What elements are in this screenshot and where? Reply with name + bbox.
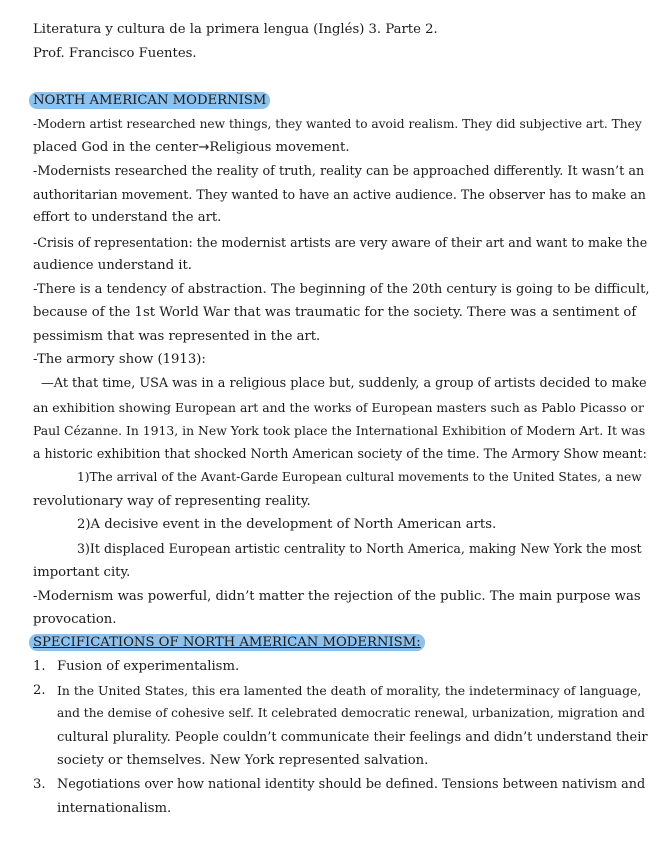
list-number: 1. [33,659,46,674]
paragraph-line: revolutionary way of representing reality. [33,494,311,509]
paragraph-line: audience understand it. [33,258,192,273]
section-heading-specifications [33,635,425,650]
paragraph-line: authoritarian movement. They wanted to have an active audience. The observer has to make an [33,187,646,202]
paragraph-line: provocation. [33,612,117,627]
paragraph-line: an exhibition showing European art and the works of European masters such as Pablo Picasso or [33,400,644,415]
paragraph-line: -Modernists researched the reality of truth, reality can be approached differently. It wasn’t an [33,164,645,179]
paragraph-line: -Modern artist researched new things, they wanted to avoid realism. They did subjective art. They [33,117,642,131]
paragraph-line: a historic exhibition that shocked North American society of the time. The Armory Show meant: [33,446,647,461]
armory-point-3: 3)It displaced European artistic centrality to North America, making New York the most [77,541,642,556]
paragraph-line [33,140,350,155]
paragraph-text: Religious movement. [209,140,350,155]
list-number: 2. [33,683,46,698]
list-item-text: cultural plurality. People couldn’t communicate their feelings and didn’t understand their [57,730,648,745]
course-title: Literatura y cultura de la primera lengua (Inglés) 3. Parte 2. [33,22,438,37]
list-item-text: Fusion of experimentalism. [57,659,240,674]
list-item-text: society or themselves. New York represented salvation. [57,753,429,768]
paragraph-line: Paul Cézanne. In 1913, in New York took place the International Exhibition of Modern Art. It was [33,423,646,438]
list-item-text: and the demise of cohesive self. It celebrated democratic renewal, urbanization, migration and [57,706,645,720]
paragraph-line: important city. [33,565,131,580]
list-item-text: internationalism. [57,801,172,816]
professor-name: Prof. Francisco Fuentes. [33,46,197,61]
paragraph-line: -Modernism was powerful, didn’t matter the rejection of the public. The main purpose was [33,589,641,604]
armory-point-1: 1)The arrival of the Avant-Garde European cultural movements to the United States, a new [77,470,642,484]
heading-highlight: SPECIFICATIONS OF NORTH AMERICAN MODERNISM: [29,634,425,651]
list-item-text: In the United States, this era lamented the death of morality, the indeterminacy of language, [57,683,642,698]
paragraph-line: effort to understand the art. [33,210,222,225]
paragraph-line: because of the 1st World War that was traumatic for the society. There was a sentiment of [33,305,637,320]
heading-highlight: NORTH AMERICAN MODERNISM [29,92,270,109]
armory-point-2: 2)A decisive event in the development of North American arts. [77,517,497,532]
paragraph-line: -Crisis of representation: the modernist artists are very aware of their art and want to make the [33,235,648,250]
section-heading-modernism [33,93,270,108]
paragraph-line: pessimism that was represented in the art. [33,329,321,344]
list-number: 3. [33,777,46,792]
paragraph-text: placed God in the center [33,140,199,155]
paragraph-line: -There is a tendency of abstraction. The beginning of the 20th century is going to be difficult, [33,282,650,297]
arrow-icon: → [198,140,210,155]
paragraph-line: -The armory show (1913): [33,352,206,367]
paragraph-line: —At that time, USA was in a religious place but, suddenly, a group of artists decided to make [41,376,647,391]
list-item-text: Negotiations over how national identity should be defined. Tensions between nativism and [57,777,646,792]
